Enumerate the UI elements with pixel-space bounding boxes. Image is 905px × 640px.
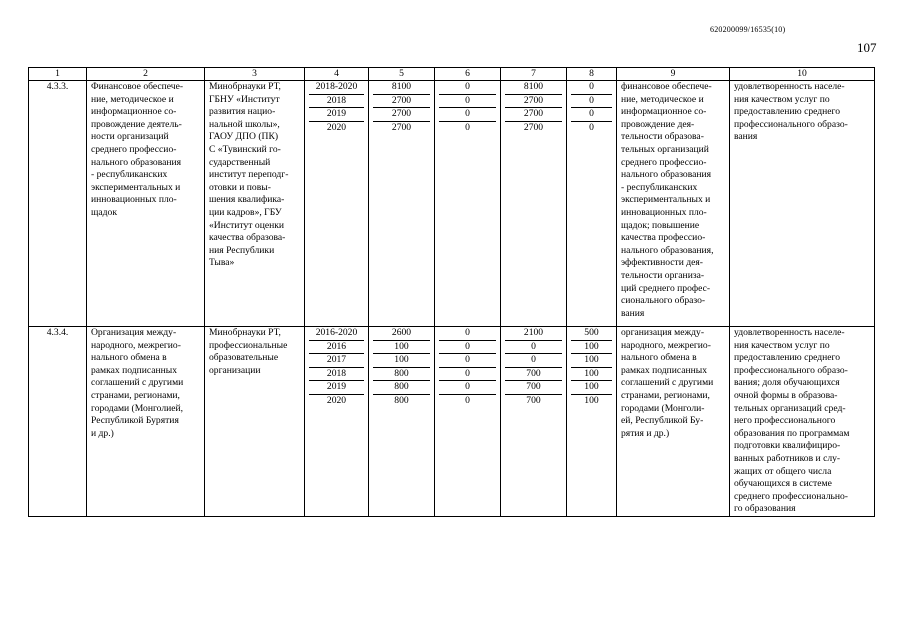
years-cell-value: 2019 <box>309 108 364 122</box>
activity-cell: Финансовое обеспече- ние, методическое и информационное со- провождение деятель- ности организаций среднего профессио- нального образования - республиканских экспериментальных и инновационных пло- щадок <box>87 81 205 327</box>
amount-total-cell <box>369 327 435 517</box>
amount-other-cell-value: 100 <box>584 394 599 406</box>
amount-other-cell-value: 100 <box>571 341 612 355</box>
amount-federal-cell-value: 0 <box>439 81 496 95</box>
amount-republic-cell <box>501 81 567 327</box>
years-cell-value: 2016 <box>309 341 364 355</box>
amount-federal-cell-value: 0 <box>465 394 470 406</box>
amount-federal-cell-value: 0 <box>439 108 496 122</box>
column-header: 8 <box>567 68 617 81</box>
years-cell-value: 2018 <box>309 95 364 109</box>
amount-other-cell-value: 100 <box>571 368 612 382</box>
column-numbers-row <box>29 68 875 81</box>
column-header: 7 <box>501 68 567 81</box>
indicator-cell: удовлетворенность населе- ния качеством услуг по предоставлению среднего профессионального образо- вания <box>730 81 875 327</box>
amount-republic-cell-value: 0 <box>505 341 562 355</box>
amount-other-cell-value: 100 <box>571 354 612 368</box>
years-cell <box>305 327 369 517</box>
years-cell-value: 2019 <box>309 381 364 395</box>
amount-federal-cell-value: 0 <box>439 95 496 109</box>
amount-federal-cell-value: 0 <box>439 368 496 382</box>
amount-republic-cell-value: 700 <box>505 368 562 382</box>
amount-total-cell-value: 2700 <box>373 108 430 122</box>
result-cell: организация между- народного, межрегио- нального обмена в рамках подписанных соглашений с другими странами, регионами, городами (Монголи- ей, Республикой Бу- рятия и др.) <box>617 327 730 517</box>
column-header: 9 <box>617 68 730 81</box>
item-number: 4.3.3. <box>29 81 87 327</box>
amount-other-cell-value: 500 <box>571 327 612 341</box>
amount-total-cell-value: 800 <box>394 394 409 406</box>
amount-federal-cell <box>435 81 501 327</box>
executor-cell: Минобрнауки РТ, профессиональные образовательные организации <box>205 327 305 517</box>
amount-federal-cell-value: 0 <box>439 341 496 355</box>
column-header: 6 <box>435 68 501 81</box>
amount-total-cell <box>369 81 435 327</box>
years-cell-value: 2020 <box>326 394 347 406</box>
amount-total-cell-value: 800 <box>373 381 430 395</box>
table-row <box>29 81 875 327</box>
amount-federal-cell-value: 0 <box>465 121 470 133</box>
indicator-cell: удовлетворенность населе- ния качеством услуг по предоставлению среднего профессионального образо- вания; доля обучающихся очной формы в образова- тельных организаций сред- него профессионального образования по программам подготовки квалифициро- ванных работников и слу- жащих от общего числа обучающихся в системе среднего профессионально- го образования <box>730 327 875 517</box>
program-table <box>28 67 875 517</box>
column-header: 1 <box>29 68 87 81</box>
amount-total-cell-value: 8100 <box>373 81 430 95</box>
years-cell-value: 2016-2020 <box>309 327 364 341</box>
amount-republic-cell-value: 2700 <box>505 95 562 109</box>
activity-cell: Организация между- народного, межрегио- нального обмена в рамках подписанных соглашений с другими странами, регионами, городами (Монголией, Республикой Бурятия и др.) <box>87 327 205 517</box>
page-number: 107 <box>857 40 877 55</box>
amount-republic-cell-value: 2100 <box>505 327 562 341</box>
amount-total-cell-value: 2600 <box>373 327 430 341</box>
years-cell-value: 2017 <box>309 354 364 368</box>
amount-republic-cell-value: 8100 <box>505 81 562 95</box>
amount-federal-cell-value: 0 <box>439 381 496 395</box>
column-header: 2 <box>87 68 205 81</box>
amount-total-cell-value: 800 <box>373 368 430 382</box>
years-cell-value: 2020 <box>326 121 347 133</box>
column-header: 5 <box>369 68 435 81</box>
item-number: 4.3.4. <box>29 327 87 517</box>
amount-other-cell-value: 0 <box>589 121 594 133</box>
amount-republic-cell-value: 700 <box>505 381 562 395</box>
amount-other-cell-value: 0 <box>571 81 612 95</box>
amount-other-cell-value: 100 <box>571 381 612 395</box>
amount-other-cell <box>567 81 617 327</box>
amount-other-cell <box>567 327 617 517</box>
executor-cell: Минобрнауки РТ, ГБНУ «Институт развития нацио- нальной школы», ГАОУ ДПО (ПК) С «Тувинский го- сударственный институт переподг- отовки и повы- шения квалифика- ции кадров», ГБУ «Институт оценки качества образова- ния Республики Тыва» <box>205 81 305 327</box>
column-header: 3 <box>205 68 305 81</box>
amount-total-cell-value: 2700 <box>391 121 412 133</box>
amount-republic-cell-value: 2700 <box>523 121 544 133</box>
amount-federal-cell <box>435 327 501 517</box>
amount-republic-cell <box>501 327 567 517</box>
amount-republic-cell-value: 700 <box>526 394 541 406</box>
amount-total-cell-value: 100 <box>373 341 430 355</box>
column-header: 10 <box>730 68 875 81</box>
column-header: 4 <box>305 68 369 81</box>
amount-republic-cell-value: 2700 <box>505 108 562 122</box>
result-cell: финансовое обеспече- ние, методическое и информационное со- провождение дея- тельности образова- тельных организаций среднего профессио- нального образования - республиканских экспериментальных и инновационных пло- щадок; повышение качества профессио- нального образования, эффективности дея- тельности организа- ций среднего профес- сионального образо- вания <box>617 81 730 327</box>
amount-federal-cell-value: 0 <box>439 327 496 341</box>
years-cell-value: 2018 <box>309 368 364 382</box>
amount-total-cell-value: 100 <box>373 354 430 368</box>
years-cell <box>305 81 369 327</box>
document-id: 620200099/16535(10) <box>710 25 786 34</box>
amount-federal-cell-value: 0 <box>439 354 496 368</box>
amount-republic-cell-value: 0 <box>505 354 562 368</box>
amount-other-cell-value: 0 <box>571 95 612 109</box>
table-row <box>29 327 875 517</box>
amount-other-cell-value: 0 <box>571 108 612 122</box>
years-cell-value: 2018-2020 <box>309 81 364 95</box>
amount-total-cell-value: 2700 <box>373 95 430 109</box>
